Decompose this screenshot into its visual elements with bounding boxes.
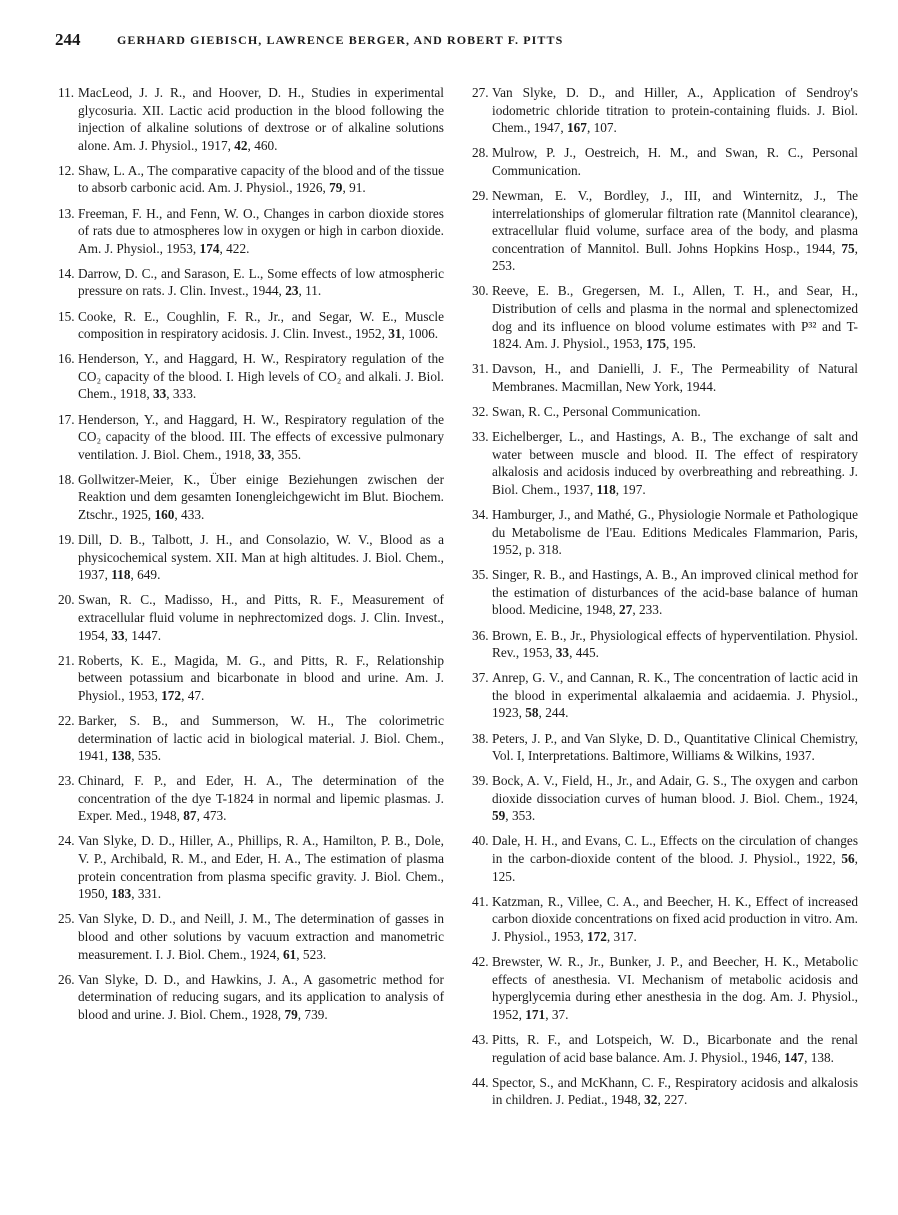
reference-volume: 160 xyxy=(154,506,175,522)
reference-item xyxy=(58,591,444,644)
reference-pages: , 197. xyxy=(615,481,646,497)
reference-item xyxy=(472,428,858,498)
reference-item xyxy=(58,971,444,1024)
reference-volume: 31 xyxy=(388,326,402,342)
reference-pages: , 739. xyxy=(297,1006,328,1022)
reference-number: 12. xyxy=(58,162,75,178)
reference-text: Henderson, Y., and Haggard, H. W., Respiratory regulation of the CO₂ capacity of the blood. I. High levels of CO₂ and alkali. J. Biol. Chem., 1918, xyxy=(78,351,444,402)
reference-item xyxy=(58,531,444,584)
reference-item xyxy=(472,506,858,559)
reference-text: Eichelberger, L., and Hastings, A. B., The exchange of salt and water between muscle and blood. II. The effect of respiratory alkalosis and acidosis induced by overbreathing and rebreathing. J. Biol. Chem., 1937, xyxy=(492,429,858,497)
reference-item xyxy=(58,205,444,258)
reference-text: Dill, D. B., Talbott, J. H., and Consolazio, W. V., Blood as a physicochemical system. XII. Man at high altitudes. J. Biol. Chem., 1937, xyxy=(78,532,444,583)
reference-number: 26. xyxy=(58,971,75,987)
reference-item xyxy=(58,84,444,154)
reference-text: Davson, H., and Danielli, J. F., The Permeability of Natural Membranes. Macmillan, New York, 1944. xyxy=(492,361,858,394)
reference-volume: 33 xyxy=(111,627,125,643)
reference-pages: , 333. xyxy=(166,386,197,402)
reference-item xyxy=(58,712,444,765)
reference-item xyxy=(58,652,444,705)
reference-text: Reeve, E. B., Gregersen, M. I., Allen, T. H., and Sear, H., Distribution of cells and plasma in the normal and splenectomized dog and its influence on blood volume estimates with P³² and T-1824. Am. J. Physiol., 1953, xyxy=(492,283,858,352)
reference-text: Barker, S. B., and Summerson, W. H., The colorimetric determination of lactic acid in biological material. J. Biol. Chem., 1941, xyxy=(78,712,444,764)
reference-volume: 33 xyxy=(152,386,167,402)
page-number: 244 xyxy=(55,30,81,49)
reference-volume: 59 xyxy=(492,808,506,824)
reference-pages: , 317. xyxy=(606,928,637,944)
reference-text: Van Slyke, D. D., Hiller, A., Phillips, R. A., Hamilton, P. B., Dole, V. P., Archibald, R. M., and Eder, H. A., The estimation of plasma protein concentration from plasma specific gravity. J. Biol. Chem., 1950, xyxy=(78,833,444,902)
reference-number: 22. xyxy=(58,712,75,728)
reference-text: Cooke, R. E., Coughlin, F. R., Jr., and Segar, W. E., Muscle composition in respiratory acidosis. J. Clin. Invest., 1952, xyxy=(78,308,444,342)
reference-text: Henderson, Y., and Haggard, H. W., Respiratory regulation of the CO₂ capacity of the blood. III. The effects of excessive pulmonary ventilation. J. Biol. Chem., 1918, xyxy=(78,411,444,462)
reference-item xyxy=(472,893,858,946)
reference-item xyxy=(472,832,858,885)
reference-number: 37. xyxy=(472,670,489,686)
reference-number: 36. xyxy=(472,627,489,643)
reference-number: 39. xyxy=(472,773,489,789)
reference-number: 28. xyxy=(472,145,489,161)
reference-volume: 87 xyxy=(183,808,197,824)
reference-number: 16. xyxy=(58,351,75,367)
reference-item xyxy=(58,411,444,464)
reference-number: 15. xyxy=(58,308,75,324)
reference-text: Katzman, R., Villee, C. A., and Beecher, H. K., Effect of increased carbon dioxide concentrations on fixed acid production in vitro. Am. J. Physiol., 1953, xyxy=(492,893,858,944)
reference-volume: 174 xyxy=(199,240,220,256)
reference-volume: 118 xyxy=(111,567,131,583)
reference-volume: 147 xyxy=(784,1049,805,1065)
reference-number: 19. xyxy=(58,532,75,548)
reference-number: 18. xyxy=(58,471,75,487)
reference-number: 29. xyxy=(472,187,489,203)
reference-volume: 58 xyxy=(525,705,539,721)
reference-text: Van Slyke, D. D., and Neill, J. M., The determination of gasses in blood and other solutions by vacuum extraction and manometric measurement. I. J. Biol. Chem., 1924, xyxy=(78,911,444,962)
reference-pages: , 244. xyxy=(538,705,569,721)
reference-text: Shaw, L. A., The comparative capacity of the blood and of the tissue to absorb carbonic acid. Am. J. Physiol., 1926, xyxy=(78,162,444,196)
reference-item xyxy=(472,1031,858,1066)
reference-text: Chinard, F. P., and Eder, H. A., The determination of the concentration of the dye T-1824 in normal and lipemic plasmas. J. Exper. Med., 1948, xyxy=(78,773,444,824)
reference-volume: 23 xyxy=(285,283,299,299)
reference-number: 20. xyxy=(58,592,75,608)
references-left-column xyxy=(58,84,444,1031)
reference-text: Freeman, F. H., and Fenn, W. O., Changes in carbon dioxide stores of rats due to atmospheres low in oxygen or high in carbon dioxide. Am. J. Physiol., 1953, xyxy=(78,205,444,256)
reference-item xyxy=(472,84,858,137)
reference-text: MacLeod, J. J. R., and Hoover, D. H., Studies in experimental glycosuria. XII. Lactic acid production in the blood following the injection of alkaline solutions of dextrose or of alkaline solutions alone. Am. J. Physiol., 1917, xyxy=(78,85,444,153)
reference-number: 40. xyxy=(472,833,489,849)
reference-item xyxy=(58,350,444,403)
reference-pages: , 1006. xyxy=(401,326,439,342)
reference-pages: , 649. xyxy=(130,567,161,583)
reference-item xyxy=(472,144,858,179)
reference-text: Darrow, D. C., and Sarason, E. L., Some effects of low atmospheric pressure on rats. J. Clin. Invest., 1944, xyxy=(78,265,444,299)
reference-volume: 32 xyxy=(644,1092,658,1108)
reference-item xyxy=(58,265,444,300)
reference-pages: , 233. xyxy=(632,602,663,618)
reference-number: 13. xyxy=(58,205,75,221)
reference-pages: , 353. xyxy=(505,808,536,824)
reference-number: 35. xyxy=(472,567,489,583)
reference-number: 17. xyxy=(58,411,75,427)
reference-number: 21. xyxy=(58,652,75,668)
reference-pages: , 47. xyxy=(181,687,205,703)
page-header xyxy=(55,30,855,54)
reference-number: 23. xyxy=(58,773,75,789)
reference-item xyxy=(472,403,858,421)
reference-volume: 27 xyxy=(619,602,633,618)
reference-item xyxy=(58,308,444,343)
reference-item xyxy=(58,910,444,963)
reference-volume: 183 xyxy=(111,886,132,902)
reference-volume: 61 xyxy=(282,946,297,962)
reference-volume: 167 xyxy=(566,120,587,136)
reference-pages: , 422. xyxy=(219,240,250,256)
reference-pages: , 195. xyxy=(666,336,696,352)
reference-pages: , 125. xyxy=(492,851,858,884)
reference-pages: , 1447. xyxy=(124,627,162,643)
reference-item xyxy=(472,627,858,662)
reference-pages: , 535. xyxy=(131,748,162,764)
reference-item xyxy=(472,730,858,765)
reference-item xyxy=(58,832,444,902)
reference-item xyxy=(472,669,858,722)
reference-volume: 56 xyxy=(841,851,855,867)
reference-item xyxy=(472,772,858,825)
reference-number: 24. xyxy=(58,833,75,849)
reference-text: Brown, E. B., Jr., Physiological effects of hyperventilation. Physiol. Rev., 1953, xyxy=(492,627,858,661)
reference-item xyxy=(472,1074,858,1109)
reference-pages: , 107. xyxy=(586,120,617,136)
reference-volume: 138 xyxy=(111,748,132,764)
reference-volume: 33 xyxy=(257,446,272,462)
reference-volume: 75 xyxy=(841,240,855,256)
reference-item xyxy=(472,282,858,352)
reference-text: Swan, R. C., Personal Communication. xyxy=(492,404,701,419)
reference-pages: , 138. xyxy=(804,1049,834,1065)
reference-number: 42. xyxy=(472,954,489,970)
reference-pages: , 91. xyxy=(342,180,366,196)
reference-number: 33. xyxy=(472,429,489,445)
reference-number: 41. xyxy=(472,893,489,909)
reference-pages: , 331. xyxy=(131,886,162,902)
reference-text: Singer, R. B., and Hastings, A. B., An improved clinical method for the estimation of disturbances of the acid-base balance of human blood. Medicine, 1948, xyxy=(492,567,858,618)
reference-text: Dale, H. H., and Evans, C. L., Effects on the circulation of changes in the carbon-dioxide content of the blood. J. Physiol., 1922, xyxy=(492,833,858,867)
reference-item xyxy=(472,360,858,395)
reference-volume: 118 xyxy=(596,481,616,497)
reference-number: 31. xyxy=(472,361,489,377)
reference-number: 14. xyxy=(58,265,75,281)
reference-pages: , 433. xyxy=(174,506,205,522)
reference-text: Brewster, W. R., Jr., Bunker, J. P., and Beecher, H. K., Metabolic effects of anesthesia. VI. Mechanism of metabolic acidosis and hyperglycemia during ether anesthesia in the dog. Am. J. Physiol., 1952, xyxy=(492,954,858,1022)
reference-number: 34. xyxy=(472,506,489,522)
reference-volume: 172 xyxy=(586,928,607,944)
reference-volume: 171 xyxy=(525,1006,546,1022)
running-head: GERHARD GIEBISCH, LAWRENCE BERGER, AND ROBERT F. PITTS xyxy=(117,33,564,47)
reference-pages: , 11. xyxy=(298,283,322,299)
reference-text: Van Slyke, D. D., and Hiller, A., Application of Sendroy's iodometric chloride titration to protein-containing fluids. J. Biol. Chem., 1947, xyxy=(492,85,858,136)
reference-volume: 79 xyxy=(284,1006,298,1022)
reference-number: 43. xyxy=(472,1031,489,1047)
reference-number: 27. xyxy=(472,85,489,100)
reference-item xyxy=(472,953,858,1023)
reference-text: Anrep, G. V., and Cannan, R. K., The concentration of lactic acid in the blood in experimental alkalaemia and acidaemia. J. Physiol., 1923, xyxy=(492,670,858,721)
reference-number: 32. xyxy=(472,404,489,419)
reference-text: Mulrow, P. J., Oestreich, H. M., and Swan, R. C., Personal Communication. xyxy=(492,145,858,178)
reference-text: Van Slyke, D. D., and Hawkins, J. A., A gasometric method for determination of reducing sugars, and its application to analysis of blood and urine. J. Biol. Chem., 1928, xyxy=(78,971,444,1022)
reference-pages: , 460. xyxy=(247,137,278,153)
reference-pages: , 445. xyxy=(569,645,599,661)
reference-volume: 79 xyxy=(329,180,343,196)
reference-number: 11. xyxy=(58,85,75,100)
reference-item xyxy=(58,162,444,197)
reference-number: 44. xyxy=(472,1074,489,1090)
reference-item xyxy=(472,187,858,275)
references-right-column xyxy=(472,84,858,1116)
reference-pages: , 473. xyxy=(196,808,227,824)
reference-volume: 175 xyxy=(646,336,666,352)
reference-text: Hamburger, J., and Mathé, G., Physiologie Normale et Pathologique du Metabolisme de l'Eau. Editions Medicales Flammarion, Paris, 1952, p. 318. xyxy=(492,506,858,558)
reference-item xyxy=(58,471,444,524)
reference-text: Swan, R. C., Madisso, H., and Pitts, R. F., Measurement of extracellular fluid volume in nephrectomized dogs. J. Clin. Invest., 1954, xyxy=(78,592,444,643)
reference-volume: 42 xyxy=(234,137,248,153)
reference-pages: , 253. xyxy=(492,240,858,274)
reference-text: Bock, A. V., Field, H., Jr., and Adair, G. S., The oxygen and carbon dioxide dissociation curves of human blood. J. Biol. Chem., 1924, xyxy=(492,773,858,806)
reference-item xyxy=(58,772,444,825)
reference-text: Gollwitzer-Meier, K., Über einige Beziehungen zwischen der Reaktion und dem gesamten Ionengleichgewicht im Blut. Biochem. Ztschr., 1925, xyxy=(78,471,444,522)
reference-text: Spector, S., and McKhann, C. F., Respiratory acidosis and alkalosis in children. J. Pediat., 1948, xyxy=(492,1074,858,1108)
reference-text: Peters, J. P., and Van Slyke, D. D., Quantitative Clinical Chemistry, Vol. I, Interpretations. Baltimore, Williams & Wilkins, 1937. xyxy=(492,730,858,764)
reference-number: 30. xyxy=(472,283,489,299)
reference-volume: 172 xyxy=(161,687,182,703)
reference-text: Newman, E. V., Bordley, J., III, and Winternitz, J., The interrelationships of glomerular filtration rate (Mannitol clearance), extracellular fluid volume, surface area of the body, and plasma concentration of Mannitol. Bull. Johns Hopkins Hosp., 1944, xyxy=(492,187,858,256)
reference-number: 25. xyxy=(58,911,75,927)
reference-text: Roberts, K. E., Magida, M. G., and Pitts, R. F., Relationship between potassium and bicarbonate in blood and urine. Am. J. Physiol., 1953, xyxy=(78,652,444,703)
reference-item xyxy=(472,566,858,619)
reference-pages: , 37. xyxy=(545,1006,569,1022)
reference-number: 38. xyxy=(472,730,489,746)
reference-pages: , 355. xyxy=(271,446,302,462)
reference-pages: , 227. xyxy=(657,1092,688,1108)
reference-volume: 33 xyxy=(555,645,570,661)
reference-text: Pitts, R. F., and Lotspeich, W. D., Bicarbonate and the renal regulation of acid base balance. Am. J. Physiol., 1946, xyxy=(492,1031,858,1065)
reference-pages: , 523. xyxy=(296,946,327,962)
